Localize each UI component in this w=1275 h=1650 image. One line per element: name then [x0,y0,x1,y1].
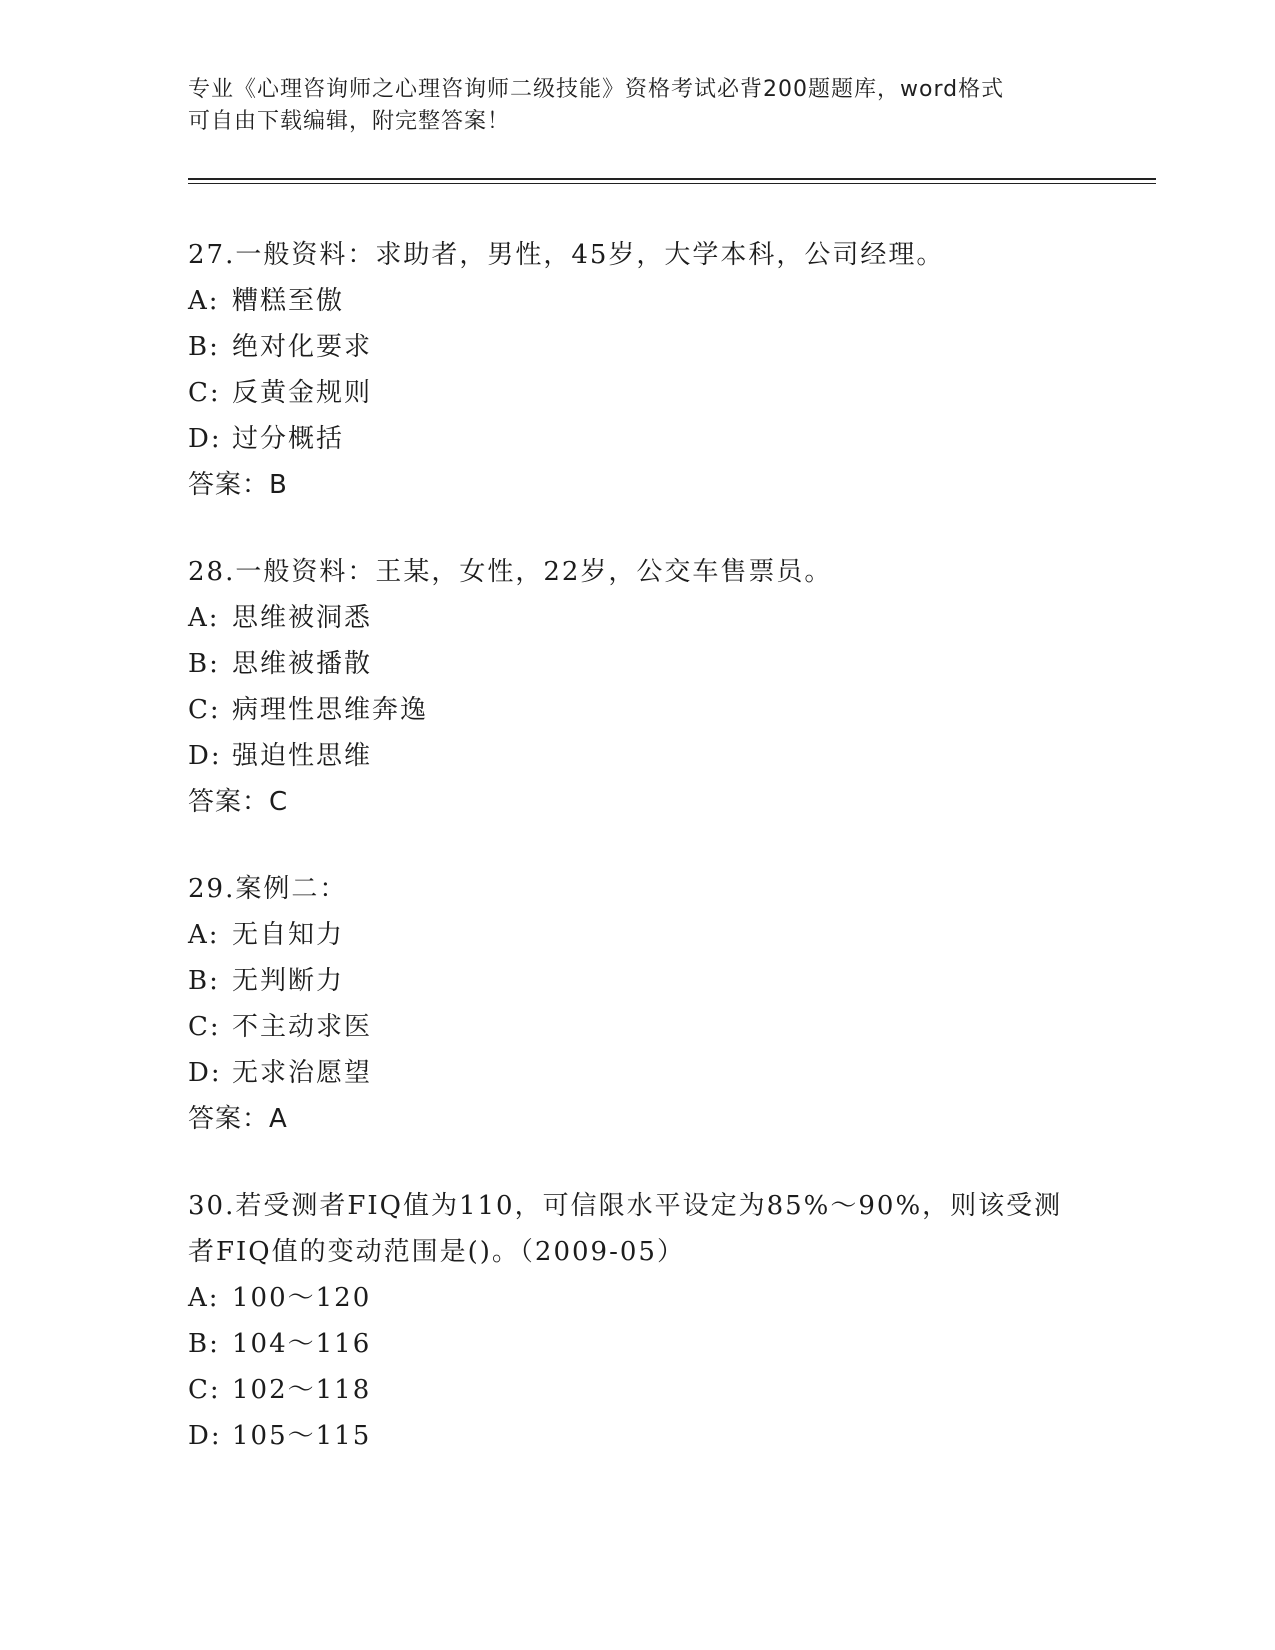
option-d [188,733,1088,779]
document-header [188,74,1088,138]
option-text: 无自知力 [232,920,345,950]
option-text: 105～115 [232,1421,372,1451]
option-b [188,641,1088,687]
option-d [188,416,1088,462]
option-text: 糟糕至傲 [232,286,345,316]
option-a [188,278,1088,324]
option-a [188,1275,1088,1321]
option-letter: A: [188,603,220,633]
option-text: 无求治愿望 [232,1058,373,1088]
option-text: 过分概括 [232,424,345,454]
question-stem: 28.一般资料：王某，女性，22岁，公交车售票员。 [188,557,833,587]
option-b [188,958,1088,1004]
option-letter: B: [188,966,220,996]
option-letter: B: [188,332,220,362]
option-letter: B: [188,1329,220,1359]
option-text: 思维被播散 [232,649,373,679]
answer-line: 答案：C [188,787,289,817]
option-text: 100～120 [232,1283,372,1313]
option-text: 思维被洞悉 [232,603,373,633]
option-letter: B: [188,649,220,679]
option-a [188,912,1088,958]
question-27 [188,232,1088,508]
answer-line: 答案：A [188,1104,288,1134]
option-text: 102～118 [232,1375,372,1405]
question-stem: 27.一般资料：求助者，男性，45岁，大学本科，公司经理。 [188,240,945,270]
option-letter: C: [188,1012,221,1042]
header-rule-thick [188,178,1156,180]
option-letter: C: [188,695,221,725]
option-letter: D: [188,1421,222,1451]
question-28 [188,549,1088,825]
option-letter: A: [188,286,220,316]
option-letter: D: [188,1058,222,1088]
option-letter: D: [188,424,222,454]
option-b [188,1321,1088,1367]
option-d [188,1050,1088,1096]
header-line-1: 专业《心理咨询师之心理咨询师二级技能》资格考试必背200题题库，word格式 [188,77,1005,102]
option-text: 反黄金规则 [232,378,373,408]
option-c [188,1004,1088,1050]
option-letter: A: [188,1283,220,1313]
option-text: 104～116 [232,1329,372,1359]
option-d [188,1413,1088,1459]
header-rule-thin [188,183,1156,184]
option-letter: A: [188,920,220,950]
option-c [188,370,1088,416]
option-b [188,324,1088,370]
question-29 [188,866,1088,1142]
option-text: 无判断力 [232,966,345,996]
question-stem: 29.案例二： [188,874,348,904]
option-text: 强迫性思维 [232,741,373,771]
option-letter: D: [188,741,222,771]
option-letter: C: [188,1375,221,1405]
option-c [188,1367,1088,1413]
option-a [188,595,1088,641]
header-line-2: 可自由下载编辑，附完整答案！ [188,109,511,134]
option-c [188,687,1088,733]
answer-line: 答案：B [188,470,288,500]
option-text: 绝对化要求 [232,332,373,362]
option-text: 病理性思维奔逸 [232,695,429,725]
option-text: 不主动求医 [232,1012,373,1042]
question-30 [188,1183,1088,1459]
question-stem: 30.若受测者FIQ值为110，可信限水平设定为85%～90%，则该受测者FIQ值的变动范围是()。（2009-05） [188,1191,1063,1267]
option-letter: C: [188,378,221,408]
